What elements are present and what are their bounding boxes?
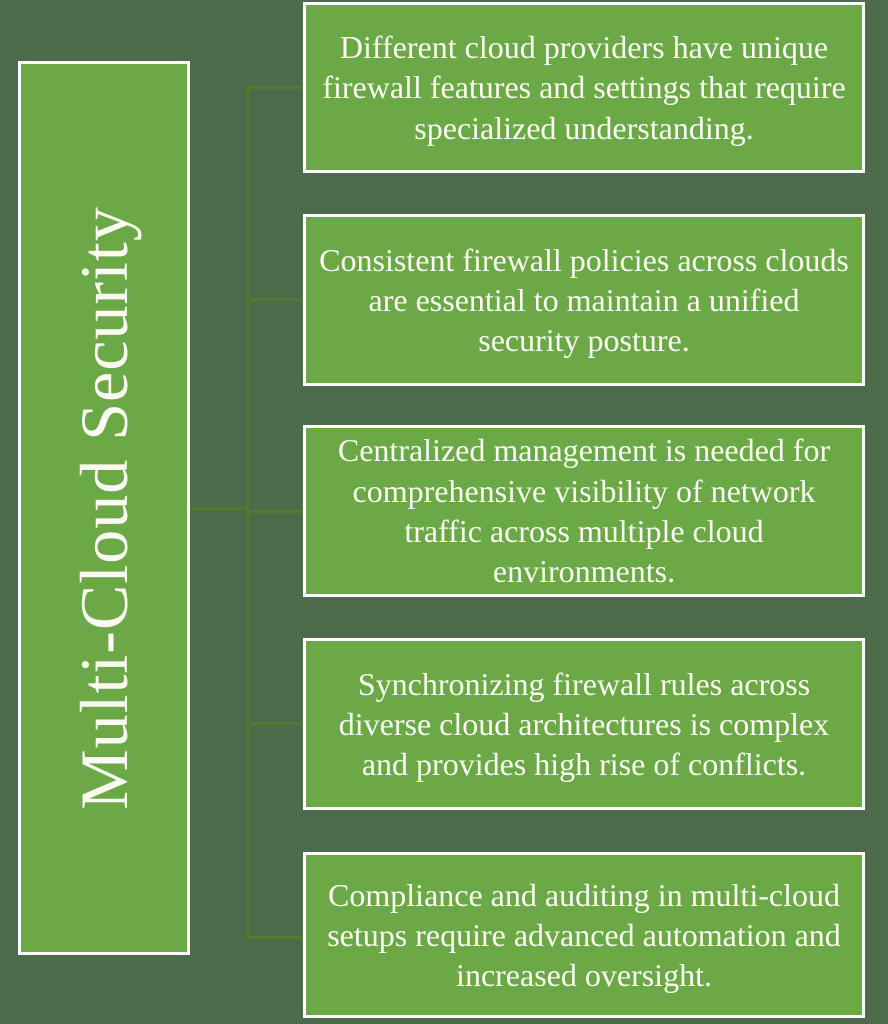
branch-node-4-text: Synchronizing firewall rules across diverse cloud architectures is complex and provides high rise of conflicts. [338,665,830,783]
branch-node-3 [303,425,865,597]
branch-node-4 [303,638,865,810]
connector-branch-4 [248,722,303,725]
branch-node-2 [303,214,865,386]
branch-node-1-text: Different cloud providers have unique firewall features and settings that require specialized understanding. [322,29,846,146]
branch-node-5 [303,852,865,1018]
connector-branch-1 [248,86,303,89]
branch-node-5-text: Compliance and auditing in multi-cloud setups require advanced automation and increased oversight. [327,876,841,994]
connector-branch-3 [248,510,303,513]
connector-root-to-spine [190,507,246,510]
branch-node-2-text: Consistent firewall policies across clouds are essential to maintain a unified security posture. [319,241,849,359]
branch-node-1 [303,2,865,173]
central-topic-node [18,61,190,955]
central-topic-label: Multi-Cloud Security [66,206,142,810]
branch-node-3-text: Centralized management is needed for comprehensive visibility of network traffic across multiple cloud environments. [337,432,831,590]
connector-branch-5 [248,936,303,939]
connector-branch-2 [248,298,303,301]
